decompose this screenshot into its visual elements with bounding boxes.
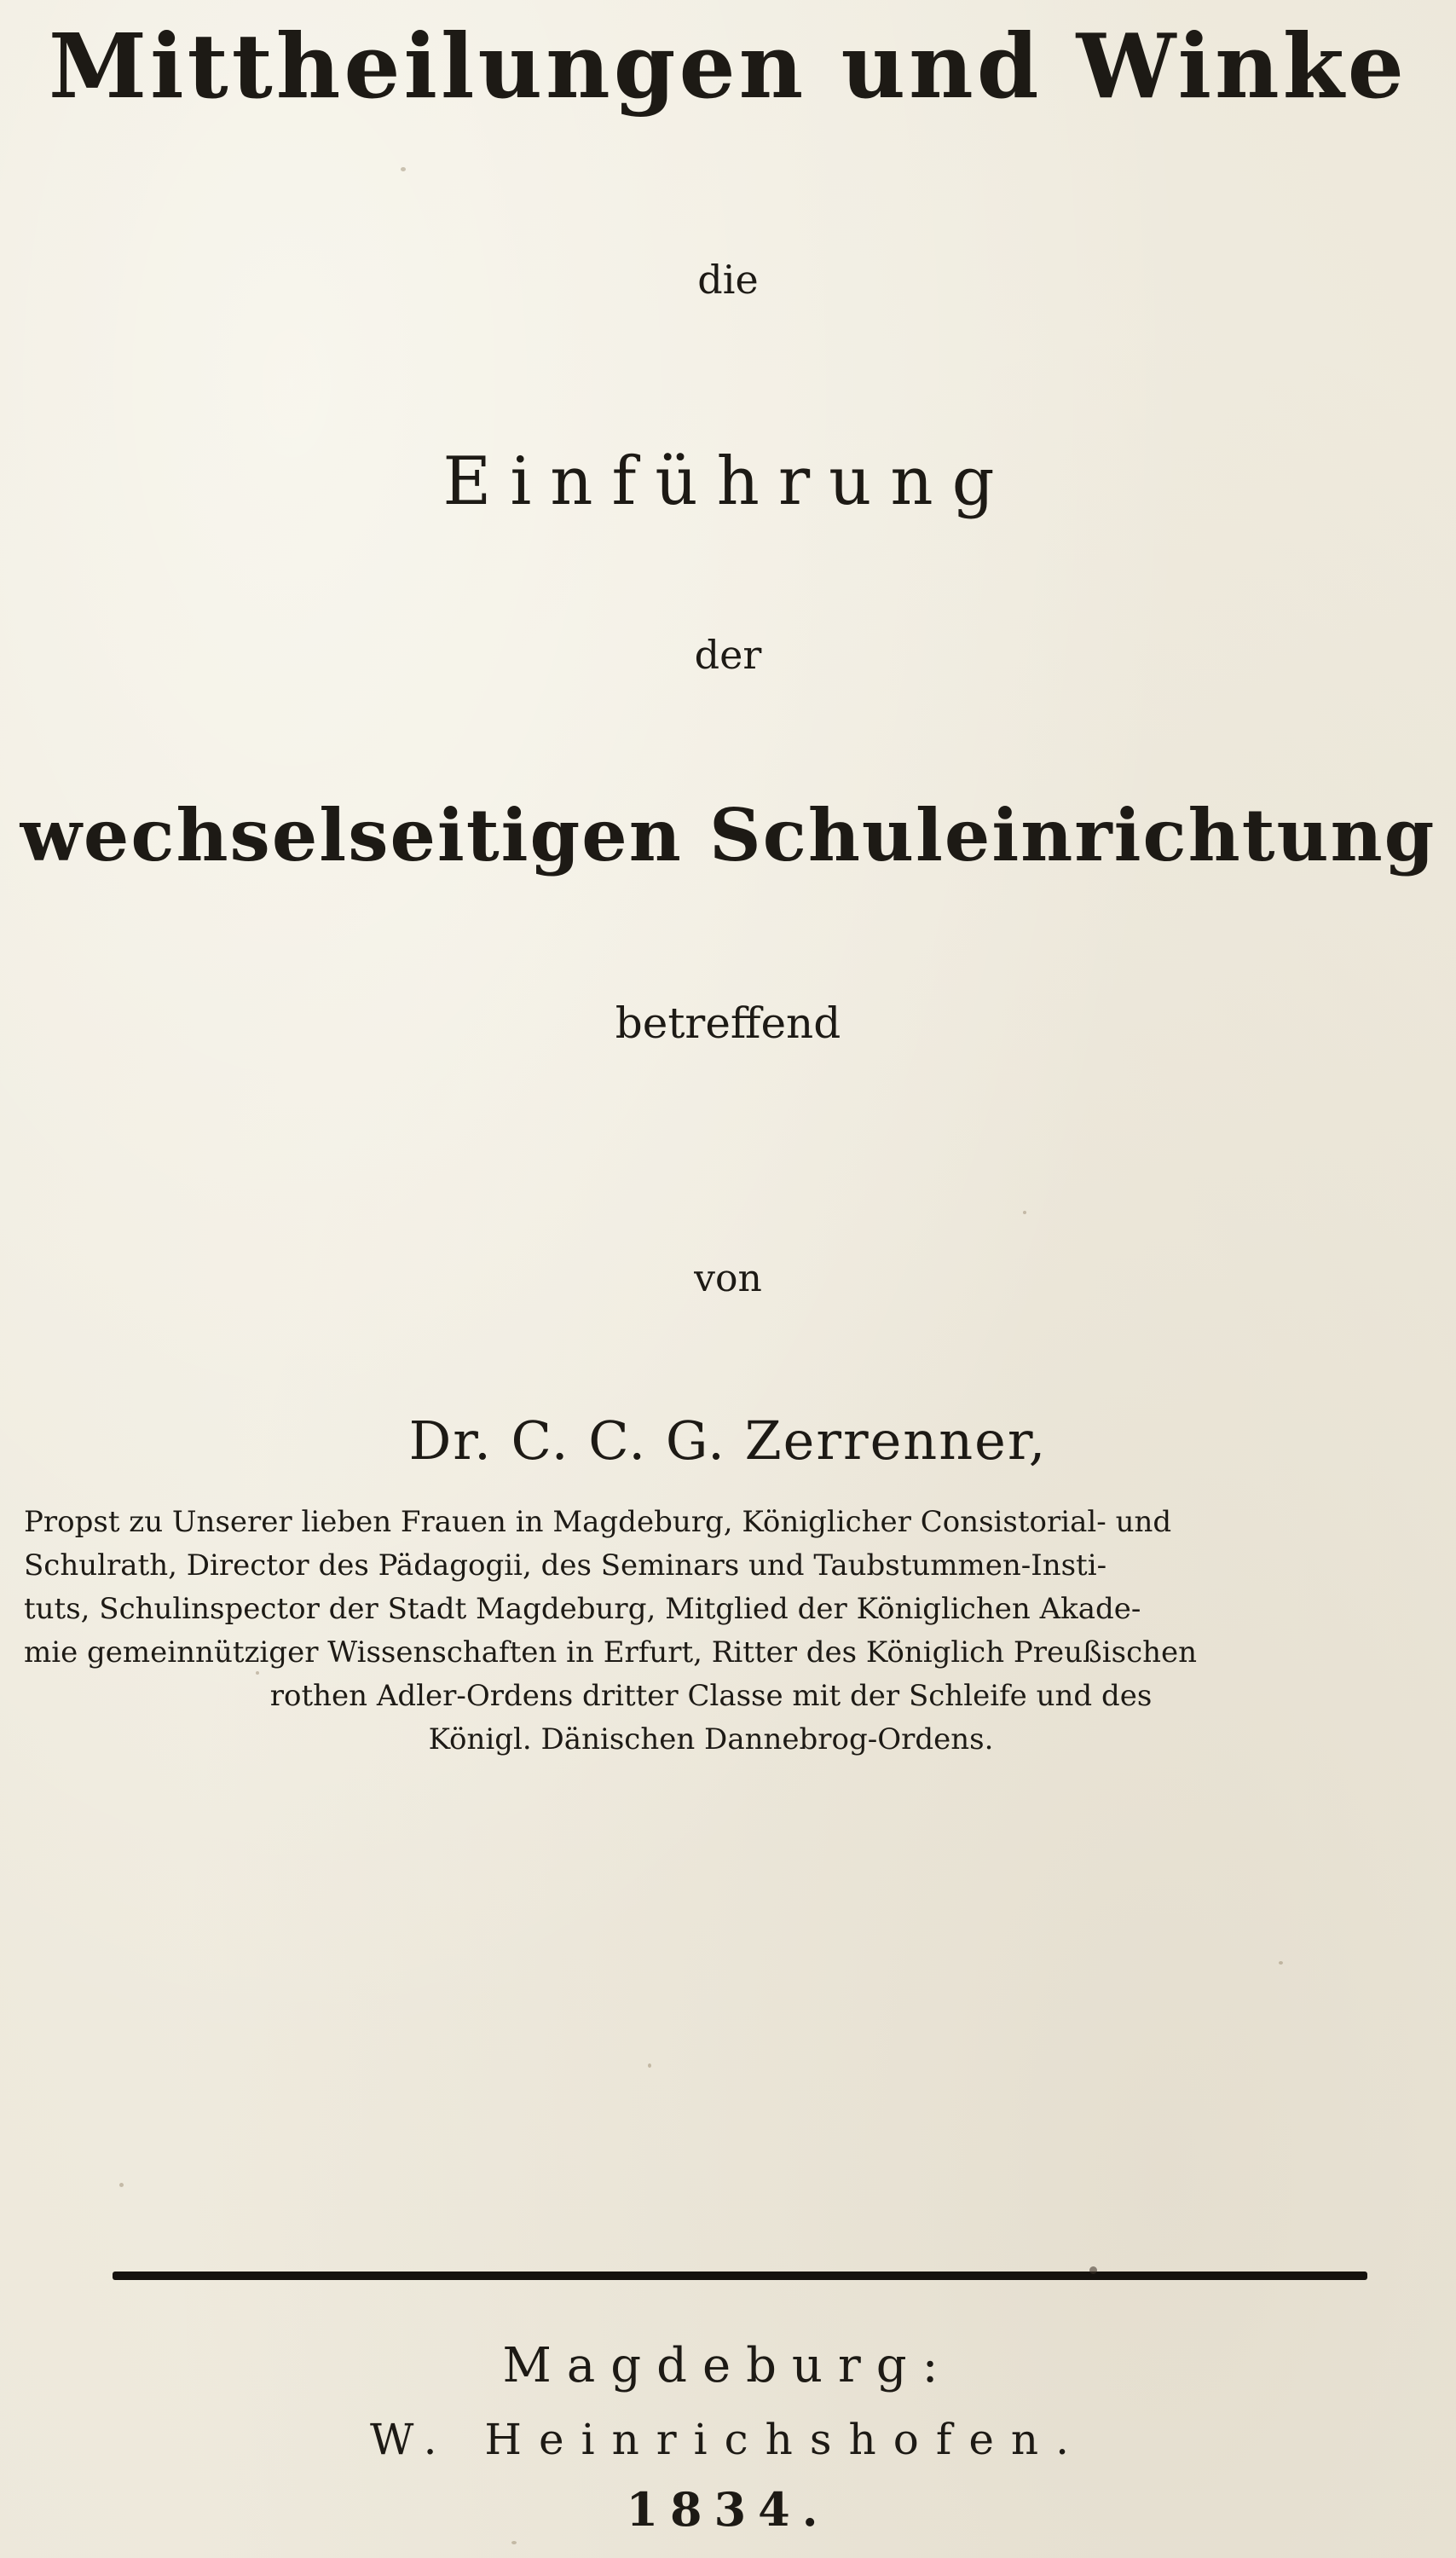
- paper-speck: [1089, 2266, 1097, 2274]
- title-betreffend: betreffend: [615, 998, 841, 1048]
- paper-speck: [1023, 1211, 1026, 1214]
- author-name: Dr. C. C. G. Zerrenner,: [408, 1409, 1048, 1472]
- paper-speck: [1279, 1961, 1283, 1965]
- title-subject: wechselseitigen Schuleinrichtung: [20, 793, 1436, 877]
- credentials-line: rothen Adler-Ordens dritter Classe mit der Schleife und des: [269, 1679, 1153, 1713]
- credentials-line: Schulrath, Director des Pädagogii, des Seminars und Taubstummen-Insti-: [24, 1548, 1107, 1583]
- main-title: Mittheilungen und Winke: [49, 14, 1407, 119]
- paper-speck: [648, 2063, 651, 2068]
- author-credentials: [24, 1501, 1398, 1762]
- credentials-line: mie gemeinnütziger Wissenschaften in Erfurt, Ritter des Königlich Preußischen: [24, 1635, 1198, 1670]
- paper-speck: [511, 2541, 517, 2544]
- imprint-year: 1834.: [626, 2482, 830, 2537]
- imprint-place: Magdeburg:: [502, 2338, 954, 2393]
- title-einfuehrung: Einführung: [442, 443, 1014, 520]
- credentials-line: Königl. Dänischen Dannebrog-Ordens.: [428, 1722, 994, 1756]
- title-die: die: [697, 257, 759, 303]
- imprint-publisher: W. Heinrichshofen.: [369, 2415, 1087, 2464]
- paper-speck: [401, 167, 406, 171]
- byline-von: von: [694, 1257, 762, 1300]
- paper-speck: [256, 1671, 259, 1675]
- paper-speck: [119, 2183, 124, 2187]
- credentials-line: Propst zu Unserer lieben Frauen in Magdeburg, Königlicher Consistorial- und: [24, 1505, 1172, 1539]
- title-der: der: [694, 632, 762, 678]
- credentials-line: tuts, Schulinspector der Stadt Magdeburg, Mitglied der Königlichen Akade-: [24, 1592, 1141, 1626]
- divider-rule: [113, 2272, 1367, 2280]
